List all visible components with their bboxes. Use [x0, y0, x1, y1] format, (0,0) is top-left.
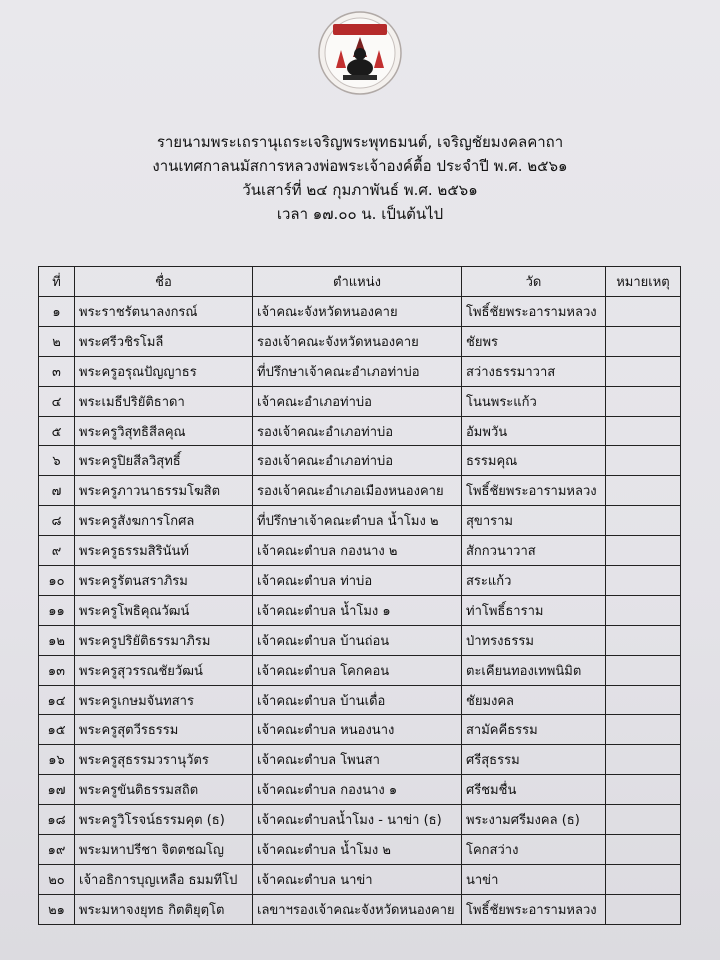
row-number: ๑๖ [39, 745, 75, 775]
heading-line-1: รายนามพระเถรานุเถระเจริญพระพุทธมนต์, เจริญชัยมงคลคาถา [156, 133, 564, 151]
row-name: พระครูวิสุทธิสีลคุณ [75, 416, 253, 446]
header-number: ที่ [39, 267, 75, 297]
row-temple: ศรีชมชื่น [462, 775, 606, 805]
row-name: พระครูวิโรจน์ธรรมคุต (ธ) [75, 805, 253, 835]
row-position: รองเจ้าคณะอำเภอเมืองหนองคาย [253, 476, 462, 506]
row-position: เจ้าคณะตำบล หนองนาง [253, 715, 462, 745]
heading-line-2: งานเทศกาลนมัสการหลวงพ่อพระเจ้าองค์ตื้อ ประจำปี พ.ศ. ๒๕๖๑ [152, 157, 568, 175]
row-number: ๘ [39, 506, 75, 536]
table-row [39, 625, 681, 655]
header-temple: วัด [462, 267, 606, 297]
row-name: พระราชรัตนาลงกรณ์ [75, 297, 253, 327]
row-number: ๑๒ [39, 625, 75, 655]
row-remarks [606, 745, 681, 775]
table-row [39, 685, 681, 715]
table-row [39, 476, 681, 506]
row-remarks [606, 476, 681, 506]
row-name: พระครูอรุณปัญญาธร [75, 356, 253, 386]
row-number: ๑ [39, 297, 75, 327]
row-temple: สักกวนาวาส [462, 536, 606, 566]
table-row [39, 386, 681, 416]
row-remarks [606, 775, 681, 805]
row-name: พระครูเกษมจันทสาร [75, 685, 253, 715]
row-temple: โนนพระแก้ว [462, 386, 606, 416]
row-remarks [606, 625, 681, 655]
row-temple: โพธิ์ชัยพระอารามหลวง [462, 894, 606, 924]
row-name: พระมหาจงยุทธ กิตติยุตฺโต [75, 894, 253, 924]
table-row [39, 536, 681, 566]
row-remarks [606, 715, 681, 745]
row-name: พระครูรัตนสราภิรม [75, 566, 253, 596]
row-number: ๔ [39, 386, 75, 416]
row-remarks [606, 685, 681, 715]
row-name: พระครูปิยสีลวิสุทธิ์ [75, 446, 253, 476]
table-row [39, 715, 681, 745]
table-row [39, 416, 681, 446]
heading-line-4: เวลา ๑๗.๐๐ น. เป็นต้นไป [276, 205, 444, 223]
row-position: เจ้าคณะตำบล น้ำโมง ๑ [253, 595, 462, 625]
row-number: ๑๑ [39, 595, 75, 625]
table-row [39, 326, 681, 356]
row-position: รองเจ้าคณะจังหวัดหนองคาย [253, 326, 462, 356]
row-position: ที่ปรึกษาเจ้าคณะตำบล น้ำโมง ๒ [253, 506, 462, 536]
row-name: พระมหาปรีชา จิตตชฌโญ [75, 835, 253, 865]
row-number: ๓ [39, 356, 75, 386]
row-temple: พระงามศรีมงคล (ธ) [462, 805, 606, 835]
row-temple: ชัยพร [462, 326, 606, 356]
row-remarks [606, 864, 681, 894]
row-remarks [606, 536, 681, 566]
row-name: พระเมธีปริยัติธาดา [75, 386, 253, 416]
row-temple: ธรรมคุณ [462, 446, 606, 476]
row-remarks [606, 655, 681, 685]
row-remarks [606, 416, 681, 446]
row-name: พระครูสังฆการโกศล [75, 506, 253, 536]
row-remarks [606, 595, 681, 625]
row-name: พระครูปริยัติธรรมาภิรม [75, 625, 253, 655]
row-name: พระศรีวชิรโมลี [75, 326, 253, 356]
row-temple: สระแก้ว [462, 566, 606, 596]
row-number: ๑๓ [39, 655, 75, 685]
row-temple: โพธิ์ชัยพระอารามหลวง [462, 297, 606, 327]
row-number: ๕ [39, 416, 75, 446]
table-row [39, 566, 681, 596]
table-row [39, 835, 681, 865]
row-name: พระครูขันติธรรมสถิต [75, 775, 253, 805]
row-position: เจ้าคณะตำบล บ้านถ่อน [253, 625, 462, 655]
row-temple: โพธิ์ชัยพระอารามหลวง [462, 476, 606, 506]
row-remarks [606, 446, 681, 476]
table-row [39, 356, 681, 386]
row-remarks [606, 566, 681, 596]
row-temple: โคกสว่าง [462, 835, 606, 865]
row-remarks [606, 805, 681, 835]
row-temple: สว่างธรรมาวาส [462, 356, 606, 386]
row-position: เจ้าคณะจังหวัดหนองคาย [253, 297, 462, 327]
row-temple: สุขาราม [462, 506, 606, 536]
row-position: รองเจ้าคณะอำเภอท่าบ่อ [253, 416, 462, 446]
table-row [39, 595, 681, 625]
row-position: เลขาฯรองเจ้าคณะจังหวัดหนองคาย [253, 894, 462, 924]
row-temple: ชัยมงคล [462, 685, 606, 715]
row-temple: ตะเคียนทองเทพนิมิต [462, 655, 606, 685]
row-name: พระครูภาวนาธรรมโฆสิต [75, 476, 253, 506]
row-position: เจ้าคณะตำบล น้ำโมง ๒ [253, 835, 462, 865]
row-position: เจ้าคณะตำบล ท่าบ่อ [253, 566, 462, 596]
row-remarks [606, 326, 681, 356]
row-name: พระครูสุวรรณชัยวัฒน์ [75, 655, 253, 685]
row-name: พระครูสุตวีรธรรม [75, 715, 253, 745]
row-number: ๑๗ [39, 775, 75, 805]
row-temple: อัมพวัน [462, 416, 606, 446]
table-row [39, 864, 681, 894]
table-row [39, 894, 681, 924]
row-number: ๑๔ [39, 685, 75, 715]
row-number: ๒๐ [39, 864, 75, 894]
row-remarks [606, 835, 681, 865]
temple-seal-logo [317, 10, 403, 96]
row-name: เจ้าอธิการบุญเหลือ ธมมทีโป [75, 864, 253, 894]
row-remarks [606, 386, 681, 416]
table-row [39, 297, 681, 327]
row-name: พระครูธรรมสิรินันท์ [75, 536, 253, 566]
table-header-row [39, 267, 681, 297]
row-position: เจ้าคณะตำบล กองนาง ๒ [253, 536, 462, 566]
table-row [39, 805, 681, 835]
row-position: เจ้าคณะตำบล นาข่า [253, 864, 462, 894]
row-position: ที่ปรึกษาเจ้าคณะอำเภอท่าบ่อ [253, 356, 462, 386]
row-temple: ศรีสุธรรม [462, 745, 606, 775]
row-remarks [606, 894, 681, 924]
row-number: ๗ [39, 476, 75, 506]
row-number: ๖ [39, 446, 75, 476]
row-number: ๙ [39, 536, 75, 566]
row-position: เจ้าคณะตำบล บ้านเดื่อ [253, 685, 462, 715]
row-number: ๒๑ [39, 894, 75, 924]
row-name: พระครูสุธรรมวรานุวัตร [75, 745, 253, 775]
row-position: เจ้าคณะอำเภอท่าบ่อ [253, 386, 462, 416]
document-heading [0, 130, 720, 226]
row-temple: ท่าโพธิ์ธาราม [462, 595, 606, 625]
row-number: ๑๙ [39, 835, 75, 865]
table-row [39, 506, 681, 536]
row-position: เจ้าคณะตำบลน้ำโมง - นาข่า (ธ) [253, 805, 462, 835]
row-number: ๒ [39, 326, 75, 356]
table-body [39, 297, 681, 925]
row-number: ๑๐ [39, 566, 75, 596]
monk-roster-table [38, 266, 681, 925]
heading-line-3: วันเสาร์ที่ ๒๔ กุมภาพันธ์ พ.ศ. ๒๕๖๑ [242, 181, 478, 199]
row-number: ๑๕ [39, 715, 75, 745]
row-position: เจ้าคณะตำบล โคกคอน [253, 655, 462, 685]
table-row [39, 655, 681, 685]
row-remarks [606, 356, 681, 386]
row-temple: นาข่า [462, 864, 606, 894]
row-position: เจ้าคณะตำบล โพนสา [253, 745, 462, 775]
table-row [39, 446, 681, 476]
row-position: รองเจ้าคณะอำเภอท่าบ่อ [253, 446, 462, 476]
row-temple: ป่าทรงธรรม [462, 625, 606, 655]
row-temple: สามัคคีธรรม [462, 715, 606, 745]
header-name: ชื่อ [75, 267, 253, 297]
table-row [39, 775, 681, 805]
row-number: ๑๘ [39, 805, 75, 835]
header-remarks: หมายเหตุ [606, 267, 681, 297]
row-remarks [606, 297, 681, 327]
table-row [39, 745, 681, 775]
header-position: ตำแหน่ง [253, 267, 462, 297]
row-position: เจ้าคณะตำบล กองนาง ๑ [253, 775, 462, 805]
row-remarks [606, 506, 681, 536]
row-name: พระครูโพธิคุณวัฒน์ [75, 595, 253, 625]
